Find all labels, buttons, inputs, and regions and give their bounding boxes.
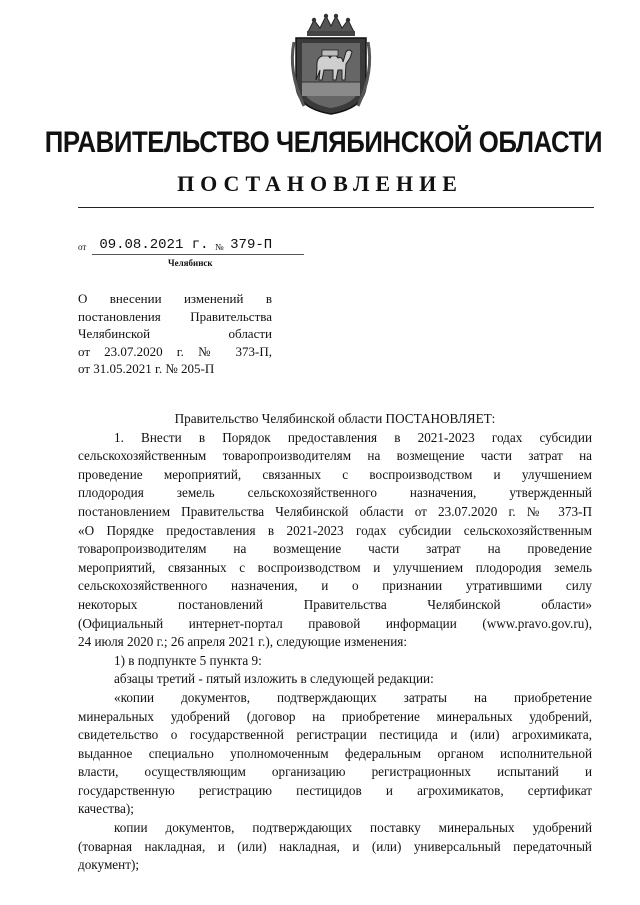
body-line: государственную регистрацию пестицидов и агрохимикатов, сертификат [78, 782, 592, 798]
body-line: мероприятий, связанных с воспроизводством и улучшением плодородия земель [78, 559, 592, 575]
body-line: (товарная накладная, и (или) накладная, и (или) универсальный передаточный [78, 838, 592, 854]
coat-of-arms-emblem [286, 12, 376, 116]
body-line: некоторых постановлений Правительства Челябинской области» [78, 596, 592, 612]
body-line: (Официальный интернет-портал правовой информации (www.pravo.gov.ru), [78, 615, 592, 631]
body-line-preamble: Правительство Челябинской области ПОСТАНОВЛЯЕТ: [174, 411, 496, 426]
date-number-line [78, 236, 308, 256]
subject-line: от 31.05.2021 г. № 205-П [78, 361, 215, 377]
header-divider [78, 207, 594, 208]
city-label: Челябинск [168, 258, 213, 268]
document-date: 09.08.2021 г. [99, 237, 209, 253]
body-line: минеральных удобрений (договор на приобретение минеральных удобрений, [78, 708, 592, 724]
body-line: 24 июля 2020 г.; 26 апреля 2021 г.), следующие изменения: [78, 634, 408, 650]
body-line: плодородия земель сельскохозяйственного назначения, утвержденный [78, 485, 592, 501]
body-line: сельскохозяйственного назначения, и о признании утратившими силу [78, 578, 592, 594]
from-label: от [78, 242, 87, 252]
date-underline [92, 254, 304, 255]
body-line: абзацы третий - пятый изложить в следующей редакции: [114, 671, 434, 687]
body-line: документ); [78, 857, 140, 873]
body-line: выданное специально уполномоченным федеральным органом исполнительной [78, 745, 592, 761]
body-line: копии документов, подтверждающих поставку минеральных удобрений [114, 820, 592, 836]
number-label: № [215, 242, 224, 252]
body-line: власти, осуществляющим организацию регистрационных испытаний и [78, 764, 592, 780]
body-line: постановлением Правительства Челябинской области от 23.07.2020 г. № 373-П [78, 503, 592, 519]
subject-line: от 23.07.2020 г. № 373-П, [78, 343, 272, 359]
government-title: ПРАВИТЕЛЬСТВО ЧЕЛЯБИНСКОЙ ОБЛАСТИ [44, 126, 603, 159]
subject-line: Челябинской области [78, 326, 272, 342]
body-line: 1. Внести в Порядок предоставления в 2021-2023 годах субсидии [114, 429, 592, 445]
document-body [78, 410, 592, 875]
body-line: товаропроизводителям на возмещение части затрат на проведение [78, 541, 592, 557]
document-subject [78, 290, 272, 378]
body-line: «О Порядке предоставления в 2021-2023 годах субсидии сельскохозяйственным [78, 522, 592, 538]
body-line: качества); [78, 801, 134, 817]
document-number: 379-П [230, 237, 273, 253]
body-line: 1) в подпункте 5 пункта 9: [114, 652, 262, 668]
body-line: сельскохозяйственным товаропроизводителям на возмещение части затрат на [78, 448, 592, 464]
document-type: ПОСТАНОВЛЕНИЕ [177, 171, 463, 196]
subject-line: постановления Правительства [78, 308, 272, 324]
body-line: «копии документов, подтверждающих затраты на приобретение [114, 689, 592, 705]
subject-line: О внесении изменений в [78, 291, 272, 306]
body-line: свидетельство о государственной регистрации пестицида и (или) агрохимиката, [78, 727, 592, 743]
body-line: проведение мероприятий, связанных с воспроизводством и улучшением [78, 466, 592, 482]
